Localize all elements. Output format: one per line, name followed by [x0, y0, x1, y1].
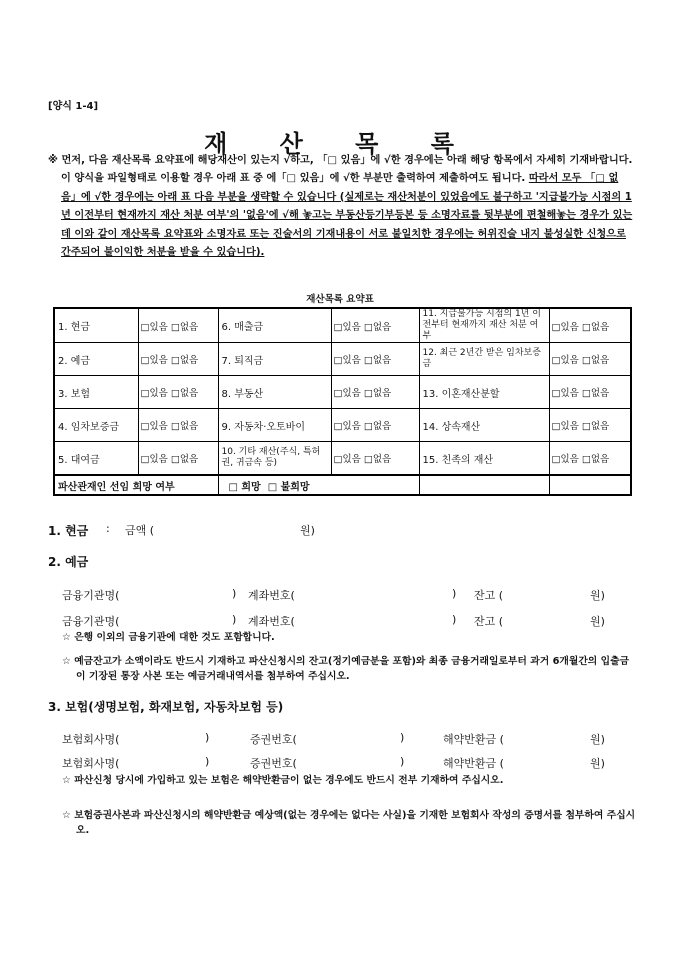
empty-cell	[549, 475, 631, 495]
yes-no-checkbox[interactable]: □있음 □없음	[331, 409, 419, 442]
table-row	[54, 409, 631, 442]
page-title: 재 산 목 록	[204, 130, 476, 158]
summary-title: 재산목록 요약표	[306, 294, 374, 305]
item-label: 3. 보험	[54, 376, 138, 409]
deposit-unit: 원)	[590, 589, 605, 602]
deposit-institution-field[interactable]: 금융기관명(	[62, 589, 120, 602]
close-paren: )	[452, 587, 457, 600]
yes-no-checkbox[interactable]: □있음 □없음	[549, 308, 631, 343]
insurance-company-field[interactable]: 보험회사명(	[62, 757, 120, 770]
trustee-label: 파산관재인 선임 희망 여부	[54, 475, 218, 495]
yes-no-checkbox[interactable]: □있음 □없음	[331, 442, 419, 476]
cash-heading: 1. 현금	[48, 524, 89, 538]
item-label: 10. 기타 재산(주식, 특허권, 귀금속 등)	[218, 442, 331, 476]
insurance-refund-field[interactable]: 해약반환금 (	[443, 757, 504, 770]
close-paren: )	[452, 613, 457, 626]
yes-no-checkbox[interactable]: □있음 □없음	[549, 343, 631, 376]
form-code: [양식 1-4]	[48, 101, 99, 112]
cash-section	[48, 520, 88, 539]
item-label: 5. 대여금	[54, 442, 138, 476]
cash-amount-label: 금액 (	[125, 524, 155, 537]
close-paren: )	[400, 731, 405, 744]
table-row	[54, 475, 631, 495]
yes-no-checkbox[interactable]: □있음 □없음	[138, 343, 218, 376]
close-paren: )	[205, 731, 210, 744]
item-label: 4. 임차보증금	[54, 409, 138, 442]
deposit-account-field[interactable]: 계좌번호(	[248, 615, 295, 628]
notice	[48, 152, 633, 262]
trustee-no-checkbox[interactable]: □ 불희망	[267, 481, 310, 493]
trustee-yes-checkbox[interactable]: □ 희망	[228, 481, 261, 493]
yes-no-checkbox[interactable]: □있음 □없음	[549, 442, 631, 476]
yes-no-checkbox[interactable]: □있음 □없음	[331, 308, 419, 343]
item-label: 7. 퇴직금	[218, 343, 331, 376]
table-row	[54, 343, 631, 376]
close-paren: )	[400, 755, 405, 768]
insurance-unit: 원)	[590, 733, 605, 746]
table-row	[54, 442, 631, 476]
yes-no-checkbox[interactable]: □있음 □없음	[331, 343, 419, 376]
item-label: 1. 현금	[54, 308, 138, 343]
item-label: 13. 이혼재산분할	[419, 376, 549, 409]
insurance-heading: 3. 보험(생명보험, 화재보험, 자동차보험 등)	[48, 700, 284, 714]
item-label: 12. 최근 2년간 받은 임차보증금	[419, 343, 549, 376]
item-label: 6. 매출금	[218, 308, 331, 343]
yes-no-checkbox[interactable]: □있음 □없음	[549, 409, 631, 442]
empty-cell	[419, 475, 549, 495]
item-label: 9. 자동차·오토바이	[218, 409, 331, 442]
yes-no-checkbox[interactable]: □있음 □없음	[549, 376, 631, 409]
yes-no-checkbox[interactable]: □있음 □없음	[138, 308, 218, 343]
item-label: 2. 예금	[54, 343, 138, 376]
notice-p2: 따라서 모두 「□ 없음」에 √한 경우에는 아래 표 다음 부분을 생략할 수 있습니다 (실제로는 재산처분이 있었음에도 불구하고 '지급불가능 시점의 1년 이전부터 현재까지 재산 처분 여부'의 '없음'에 √해 놓고는 부동산등기부등본 등 소명자료를 뒷부분에 편철해놓는 경우가 있는데 이와 같이 재산목록 요약표와 소명자료 또는 진술서의 기재내용이 서로 불일치한 경우에는 허위진술 내지 불성실한 신청으로 간주되어 불이익한 처분을 받을 수 있습니다).	[61, 173, 633, 259]
deposit-balance-field[interactable]: 잔고 (	[474, 615, 504, 628]
deposit-note-2: ☆ 예금잔고가 소액이라도 반드시 기재하고 파산신청시의 잔고(정기예금분을 포함)와 최종 금융거래일로부터 과거 6개월간의 입출금이 기장된 통장 사본 또는 예금거래내역서를 첨부하여 주십시오.	[62, 656, 630, 682]
item-label: 15. 친족의 재산	[419, 442, 549, 476]
insurance-certificate-field[interactable]: 증권번호(	[250, 757, 297, 770]
close-paren: )	[205, 755, 210, 768]
deposit-unit: 원)	[590, 615, 605, 628]
deposit-balance-field[interactable]: 잔고 (	[474, 589, 504, 602]
trustee-options[interactable]	[218, 475, 419, 495]
cash-unit[interactable]: 원)	[300, 524, 315, 537]
item-label: 14. 상속재산	[419, 409, 549, 442]
yes-no-checkbox[interactable]: □있음 □없음	[138, 409, 218, 442]
colon: :	[106, 522, 110, 535]
insurance-unit: 원)	[590, 757, 605, 770]
deposit-note-1: ☆ 은행 이외의 금융기관에 대한 것도 포함합니다.	[62, 632, 275, 643]
close-paren: )	[232, 613, 237, 626]
yes-no-checkbox[interactable]: □있음 □없음	[138, 442, 218, 476]
deposit-institution-field[interactable]: 금융기관명(	[62, 615, 120, 628]
deposit-heading: 2. 예금	[48, 555, 89, 569]
item-label: 8. 부동산	[218, 376, 331, 409]
insurance-company-field[interactable]: 보험회사명(	[62, 733, 120, 746]
deposit-account-field[interactable]: 계좌번호(	[248, 589, 295, 602]
insurance-refund-field[interactable]: 해약반환금 (	[443, 733, 504, 746]
insurance-note-1: ☆ 파산신청 당시에 가입하고 있는 보험은 해약반환금이 없는 경우에도 반드시 전부 기재하여 주십시오.	[62, 775, 504, 786]
summary-table	[53, 307, 632, 496]
item-label: 11. 지급불가능 시점의 1년 이전부터 현재까지 재산 처분 여부	[419, 308, 549, 343]
close-paren: )	[232, 587, 237, 600]
yes-no-checkbox[interactable]: □있음 □없음	[138, 376, 218, 409]
table-row	[54, 308, 631, 343]
table-row	[54, 376, 631, 409]
yes-no-checkbox[interactable]: □있음 □없음	[331, 376, 419, 409]
notice-p1: ※ 먼저, 다음 재산목록 요약표에 해당재산이 있는지 √하고, 「□ 있음」에 √한 경우에는 아래 해당 항목에서 자세히 기재바랍니다. 이 양식을 파일형태로 이용할 경우 아래 표 중 에「□ 있음」에 √한 부분만 출력하여 제출하여도 됩니다.	[48, 155, 633, 185]
insurance-note-2: ☆ 보험증권사본과 파산신청시의 해약반환금 예상액(없는 경우에는 없다는 사실)을 기재한 보험회사 작성의 증명서를 첨부하여 주십시오.	[62, 810, 636, 836]
insurance-certificate-field[interactable]: 증권번호(	[250, 733, 297, 746]
